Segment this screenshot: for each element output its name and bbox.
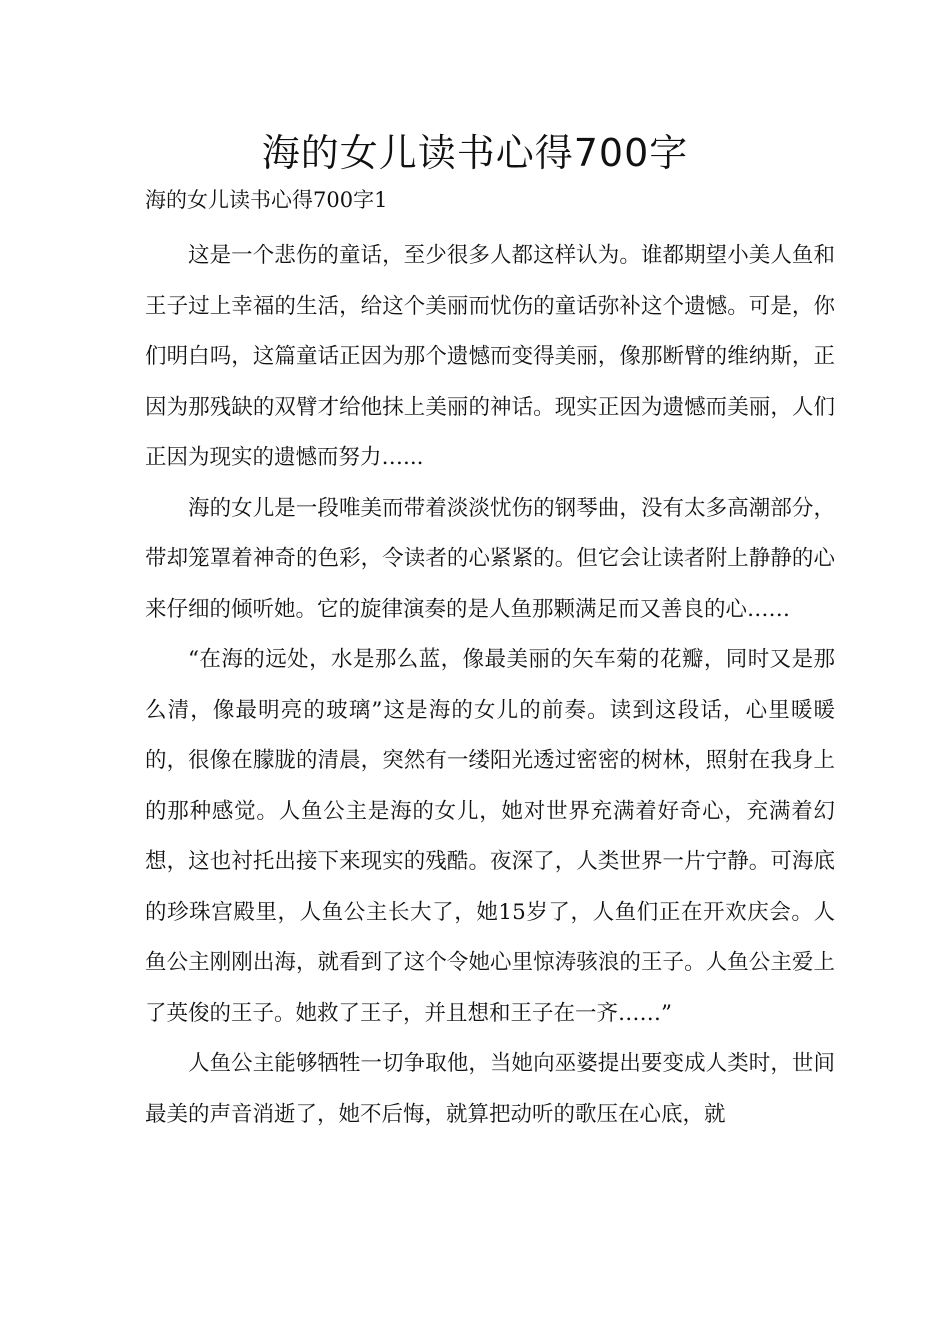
document-body (145, 231, 835, 1140)
document-subtitle: 海的女儿读书心得700字1 (145, 188, 388, 212)
paragraph: “在海的远处，水是那么蓝，像最美丽的矢车菊的花瓣，同时又是那么清，像最明亮的玻璃”这是海的女儿的前奏。读到这段话，心里暖暖的，很像在朦胧的清晨，突然有一缕阳光透过密密的树林，照射在我身上的那种感觉。人鱼公主是海的女儿，她对世界充满着好奇心，充满着幻想，这也衬托出接下来现实的残酷。夜深了，人类世界一片宁静。可海底的珍珠宫殿里，人鱼公主长大了，她15岁了，人鱼们正在开欢庆会。人鱼公主刚刚出海，就看到了这个令她心里惊涛骇浪的王子。人鱼公主爱上了英俊的王子。她救了王子，并且想和王子在一齐……” (145, 647, 835, 1026)
paragraph: 海的女儿是一段唯美而带着淡淡忧伤的钢琴曲，没有太多高潮部分，带却笼罩着神奇的色彩，令读者的心紧紧的。但它会让读者附上静静的心来仔细的倾听她。它的旋律演奏的是人鱼那颗满足而又善良的心…… (145, 495, 835, 622)
paragraph: 人鱼公主能够牺牲一切争取他，当她向巫婆提出要变成人类时，世间最美的声音消逝了，她不后悔，就算把动听的歌压在心底，就 (145, 1051, 835, 1127)
paragraph: 这是一个悲伤的童话，至少很多人都这样认为。谁都期望小美人鱼和王子过上幸福的生活，给这个美丽而忧伤的童话弥补这个遗憾。可是，你们明白吗，这篇童话正因为那个遗憾而变得美丽，像那断臂的维纳斯，正因为那残缺的双臂才给他抹上美丽的神话。现实正因为遗憾而美丽，人们正因为现实的遗憾而努力…... (145, 243, 835, 470)
document-title: 海的女儿读书心得700字 (261, 131, 689, 175)
